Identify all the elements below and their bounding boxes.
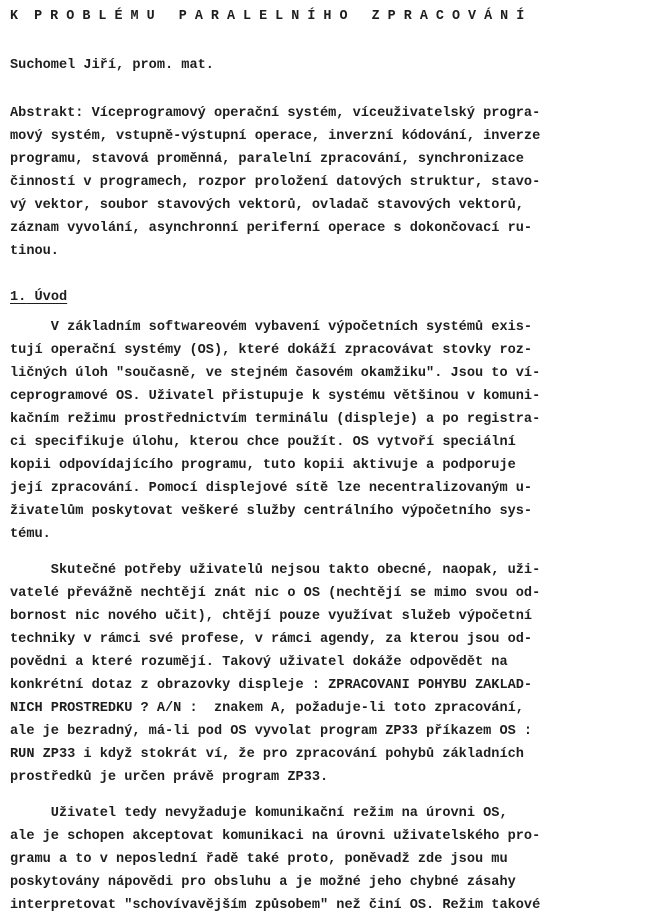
paragraph-line: ale je schopen akceptovat komunikaci na úrovni uživatelského pro- — [10, 829, 541, 844]
abstract-line: programu, stavová proměnná, paralelní zpracování, synchronizace — [10, 152, 524, 167]
paragraph-line: NICH PROSTREDKU ? A/N : znakem A, požaduje-li toto zpracování, — [10, 701, 524, 716]
section-heading — [10, 290, 67, 306]
paragraph-line: techniky v rámci své profese, v rámci agendy, za kterou jsou od- — [10, 632, 533, 647]
document-page — [10, 0, 646, 924]
paragraph-line: konkrétní dotaz z obrazovky displeje : ZPRACOVANI POHYBU ZAKLAD- — [10, 678, 533, 693]
paragraph-line: V základním softwareovém vybavení výpočetních systémů exis- — [10, 320, 533, 335]
paragraph-line: gramu a to v neposlední řadě také proto, poněvadž zde jsou mu — [10, 852, 508, 867]
paragraph-line: kopii odpovídajícího programu, tuto kopii aktivuje a podporuje — [10, 458, 516, 473]
paragraph-line: kačním režimu prostřednictvím terminálu (displeje) a po registra- — [10, 412, 541, 427]
paragraph-line: interpretovat "schovívavějším způsobem" než činí OS. Režim takové — [10, 898, 541, 913]
paper-title: K P R O B L É M U P A R A L E L N Í H O Z P R A C O V Á N Í — [10, 9, 525, 24]
abstract-line: vý vektor, soubor stavových vektorů, ovladač stavových vektorů, — [10, 198, 524, 213]
paragraph-line: její zpracování. Pomocí displejové sítě lze necentralizovaným u- — [10, 481, 533, 496]
paragraph-line: poskytovány nápovědi pro obsluhu a je možné jeho chybné zásahy — [10, 875, 516, 890]
section-number: 1. — [10, 290, 27, 305]
paragraph-line: povědni a které rozumějí. Takový uživatel dokáže odpovědět na — [10, 655, 508, 670]
abstract-line: tinou. — [10, 244, 59, 259]
abstract-line: činností v programech, rozpor proložení datových struktur, stavo- — [10, 175, 541, 190]
paragraph-line: živatelům poskytovat veškeré služby centrálního výpočetního sys- — [10, 504, 533, 519]
author-line: Suchomel Jiří, prom. mat. — [10, 58, 214, 73]
section-title: Úvod — [34, 290, 68, 305]
paragraph-line: Uživatel tedy nevyžaduje komunikační režim na úrovni OS, — [10, 806, 508, 821]
paragraph-line: ci specifikuje úlohu, kterou chce použít. OS vytvoří speciální — [10, 435, 516, 450]
paragraph-line: tují operační systémy (OS), které dokáží zpracovávat stovky roz- — [10, 343, 533, 358]
paragraph-line: ale je bezradný, má-li pod OS vyvolat program ZP33 příkazem OS : — [10, 724, 533, 739]
paragraph-line: ličných úloh "současně, ve stejném časovém okamžiku". Jsou to ví- — [10, 366, 541, 381]
paragraph-line: tému. — [10, 527, 51, 542]
abstract-line: mový systém, vstupně-výstupní operace, inverzní kódování, inverze — [10, 129, 541, 144]
paragraph-line: ceprogramové OS. Uživatel přistupuje k systému většinou v komuni- — [10, 389, 541, 404]
paragraph-line: Skutečné potřeby uživatelů nejsou takto obecné, naopak, uži- — [10, 563, 541, 578]
paragraph-line: bornost nic nového učit), chtějí pouze využívat služeb výpočetní — [10, 609, 533, 624]
paragraph-line: prostředků je určen právě program ZP33. — [10, 770, 329, 785]
paragraph-line: vatelé převážně nechtějí znát nic o OS (nechtějí se mimo svou od- — [10, 586, 541, 601]
abstract-line: záznam vyvolání, asynchronní periferní operace s dokončovací ru- — [10, 221, 533, 236]
abstract-line: Abstrakt: Víceprogramový operační systém, víceuživatelský progra- — [10, 106, 541, 121]
paragraph-line: RUN ZP33 i když stokrát ví, že pro zpracování pohybů základních — [10, 747, 524, 762]
